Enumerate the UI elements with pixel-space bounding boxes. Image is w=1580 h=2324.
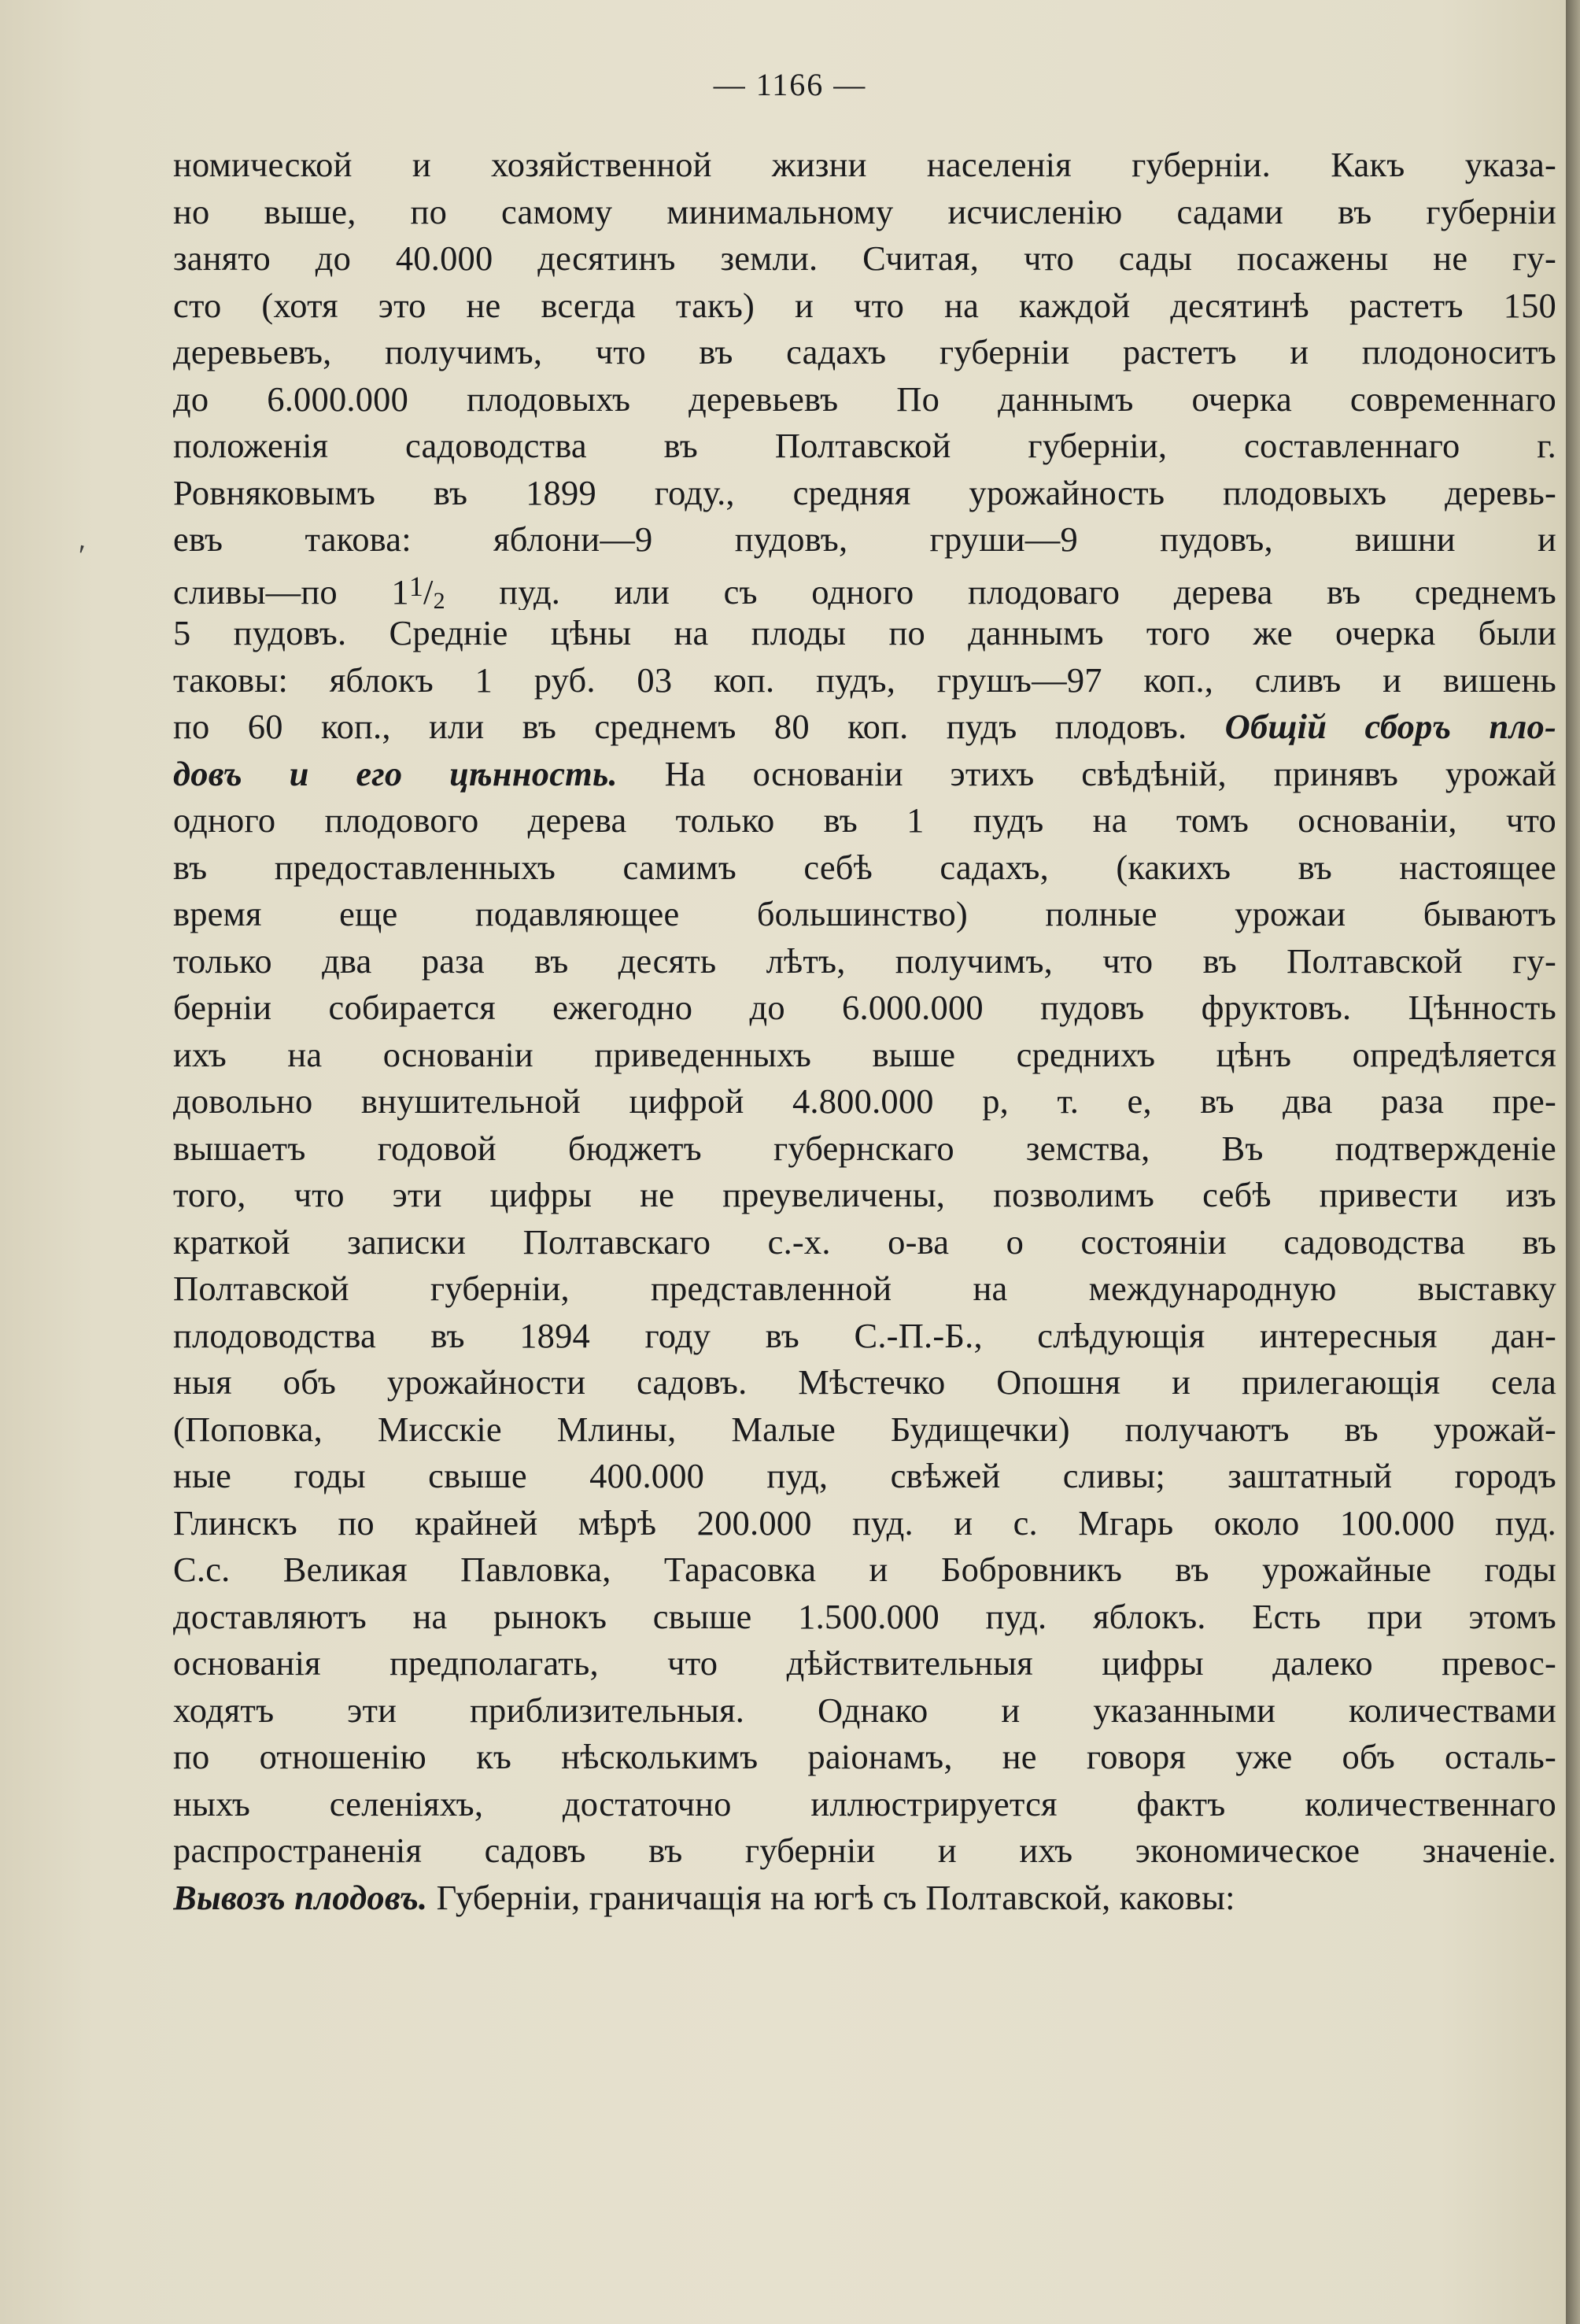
text-line: деревьевъ, получимъ, что въ садахъ губерніи растетъ и плодоноситъ <box>173 332 1556 371</box>
text-line: сто (хотя это не всегда такъ) и что на каждой десятинѣ растетъ 150 <box>173 285 1556 325</box>
text-line: въ предоставленныхъ самимъ себѣ садахъ, (какихъ въ настоящее <box>173 847 1556 887</box>
text-line: по отношенію къ нѣсколькимъ раіонамъ, не говоря уже объ осталь- <box>173 1737 1556 1776</box>
text-line: распространенія садовъ въ губерніи и ихъ экономическое значеніе. <box>173 1831 1556 1870</box>
text-line: время еще подавляющее большинство) полные урожаи бываютъ <box>173 894 1556 933</box>
text-line: Ровняковымъ въ 1899 году., средняя урожайность плодовыхъ деревь- <box>173 472 1556 512</box>
page-edge-shadow <box>1566 0 1580 2324</box>
text-line: вышаетъ годовой бюджетъ губернскаго земства, Въ подтвержденіе <box>173 1128 1556 1168</box>
text-line: занято до 40.000 десятинъ земли. Считая, что сады посажены не гу- <box>173 238 1556 278</box>
text-line: сливы—по $1^1/2$ пуд. или съ одного плодоваго дерева въ среднемъ <box>173 570 1556 610</box>
text-line: евъ такова: яблони—9 пудовъ, груши—9 пудовъ, вишни и <box>173 519 1556 559</box>
text-line: того, что эти цифры не преувеличены, позволимъ себѣ привести изъ <box>173 1175 1556 1214</box>
text-line: одного плодового дерева только въ 1 пудъ на томъ основаніи, что <box>173 800 1556 840</box>
text-line: таковы: яблокъ 1 руб. 03 коп. пудъ, грушъ—97 коп., сливъ и вишень <box>173 660 1556 700</box>
text-line: (Поповка, Мисскіе Млины, Малые Будищечки) получаютъ въ урожай- <box>173 1409 1556 1449</box>
text-line: берніи собирается ежегодно до 6.000.000 пудовъ фруктовъ. Цѣнность <box>173 988 1556 1027</box>
text-line: Глинскъ по крайней мѣрѣ 200.000 пуд. и с. Мгарь около 100.000 пуд. <box>173 1502 1556 1543</box>
text-line: Вывозъ плодовъ. Губерніи, граничащія на югѣ съ Полтавской, каковы: <box>173 1877 1235 1917</box>
text-line: 5 пудовъ. Средніе цѣны на плоды по даннымъ того же очерка были <box>173 613 1556 652</box>
text-line: довъ и его цѣнность. На основаніи этихъ свѣдѣній, принявъ урожай <box>173 753 1556 793</box>
text-line: ихъ на основаніи приведенныхъ выше среднихъ цѣнъ опредѣляется <box>173 1034 1556 1074</box>
text-line: основанія предполагать, что дѣйствительныя цифры далеко превос- <box>173 1643 1556 1683</box>
text-line: до 6.000.000 плодовыхъ деревьевъ По даннымъ очерка современнаго <box>173 379 1556 419</box>
text-line: С.с. Великая Павловка, Тарасовка и Бобровникъ въ урожайные годы <box>173 1550 1556 1589</box>
text-line: плодоводства въ 1894 году въ С.-П.-Б., слѣдующія интересныя дан- <box>173 1315 1556 1355</box>
stray-mark: ' <box>72 537 87 574</box>
body-text <box>173 142 1556 1921</box>
text-line: положенія садоводства въ Полтавской губерніи, составленнаго г. <box>173 426 1556 465</box>
text-line: только два раза въ десять лѣтъ, получимъ, что въ Полтавской гу- <box>173 940 1556 981</box>
text-line: довольно внушительной цифрой 4.800.000 р, т. е, въ два раза пре- <box>173 1081 1556 1121</box>
page-number: — 1166 — <box>713 67 867 102</box>
text-line: ные годы свыше 400.000 пуд, свѣжей сливы; заштатный городъ <box>173 1456 1556 1495</box>
text-line: номической и хозяйственной жизни населенія губерніи. Какъ указа- <box>173 145 1556 184</box>
text-line: но выше, по самому минимальному исчисленію садами въ губерніи <box>173 191 1556 231</box>
text-line: доставляютъ на рынокъ свыше 1.500.000 пуд. яблокъ. Есть при этомъ <box>173 1596 1556 1636</box>
text-line: краткой записки Полтавскаго с.-х. о-ва о состояніи садоводства въ <box>173 1221 1556 1262</box>
text-line: ныя объ урожайности садовъ. Мѣстечко Опошня и прилегающія села <box>173 1362 1556 1402</box>
text-line: ходятъ эти приблизительныя. Однако и указанными количествами <box>173 1690 1556 1730</box>
text-line: ныхъ селеніяхъ, достаточно иллюстрируется фактъ количественнаго <box>173 1783 1556 1823</box>
text-line: по 60 коп., или въ среднемъ 80 коп. пудъ плодовъ. Общій сборъ пло- <box>173 707 1556 746</box>
text-line: Полтавской губерніи, представленной на международную выставку <box>173 1269 1556 1308</box>
